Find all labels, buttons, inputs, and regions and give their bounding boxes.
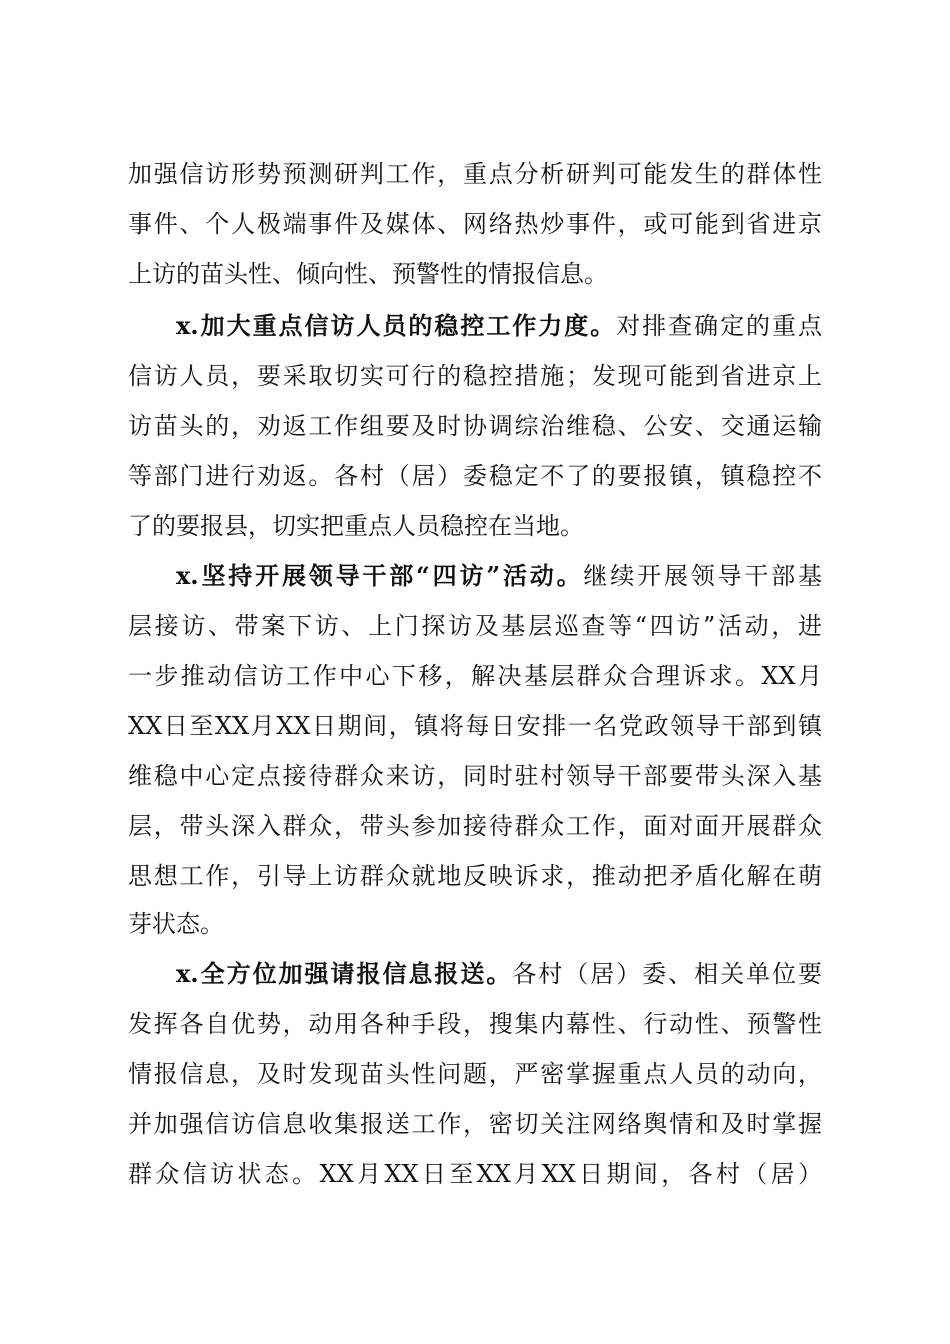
paragraph-2-line-1-rest: 对排查确定的重点 [616,312,822,340]
paragraph-4-line-5: 群众信访状态。XX月XX日至XX月XX日期间，各村（居） [128,1160,822,1188]
paragraph-3-line-4: XX日至XX月XX日期间，镇将每日安排一名党政领导干部到镇 [128,712,822,740]
paragraph-2-line-1 [176,308,822,344]
paragraph-2-line-5: 了的要报县，切实把重点人员稳控在当地。 [128,512,584,540]
paragraph-4-line-3: 情报信息，及时发现苗头性问题，严密掌握重点人员的动向， [128,1060,822,1088]
paragraph-1-line-2: 事件、个人极端事件及媒体、网络热炒事件，或可能到省进京 [128,210,822,238]
paragraph-4-line-2: 发挥各自优势，动用各种手段，搜集内幕性、行动性、预警性 [128,1010,822,1038]
paragraph-3-line-7: 思想工作，引导上访群众就地反映诉求，推动把矛盾化解在萌 [128,862,822,890]
paragraph-3-line-8: 芽状态。 [128,910,224,938]
paragraph-1-line-1: 加强信访形势预测研判工作，重点分析研判可能发生的群体性 [128,160,822,188]
paragraph-4-heading: x.全方位加强请报信息报送。 [176,959,513,988]
paragraph-3-line-3: 一步推动信访工作中心下移，解决基层群众合理诉求。XX月 [128,662,822,690]
paragraph-2-heading: x.加大重点信访人员的稳控工作力度。 [176,311,617,340]
paragraph-4-line-1 [176,956,822,992]
paragraph-3-line-6: 层，带头深入群众，带头参加接待群众工作，面对面开展群众 [128,812,822,840]
paragraph-2-line-3: 访苗头的，劝返工作组要及时协调综治维稳、公安、交通运输 [128,412,822,440]
paragraph-3-line-1-rest: 继续开展领导干部基 [583,562,822,590]
paragraph-3-heading: x.坚持开展领导干部“四访”活动。 [176,561,584,590]
paragraph-3-line-1 [176,558,822,594]
paragraph-3-line-5: 维稳中心定点接待群众来访，同时驻村领导干部要带头深入基 [128,762,822,790]
paragraph-2-line-2: 信访人员，要采取切实可行的稳控措施；发现可能到省进京上 [128,362,822,390]
paragraph-4-line-1-rest: 各村（居）委、相关单位要 [512,960,823,988]
paragraph-2-line-4: 等部门进行劝返。各村（居）委稳定不了的要报镇，镇稳控不 [128,462,822,490]
paragraph-1-line-3: 上访的苗头性、倾向性、预警性的情报信息。 [128,260,608,288]
paragraph-4-line-4: 并加强信访信息收集报送工作，密切关注网络舆情和及时掌握 [128,1110,822,1138]
paragraph-3-line-2: 层接访、带案下访、上门探访及基层巡查等“四访”活动，进 [128,612,822,640]
